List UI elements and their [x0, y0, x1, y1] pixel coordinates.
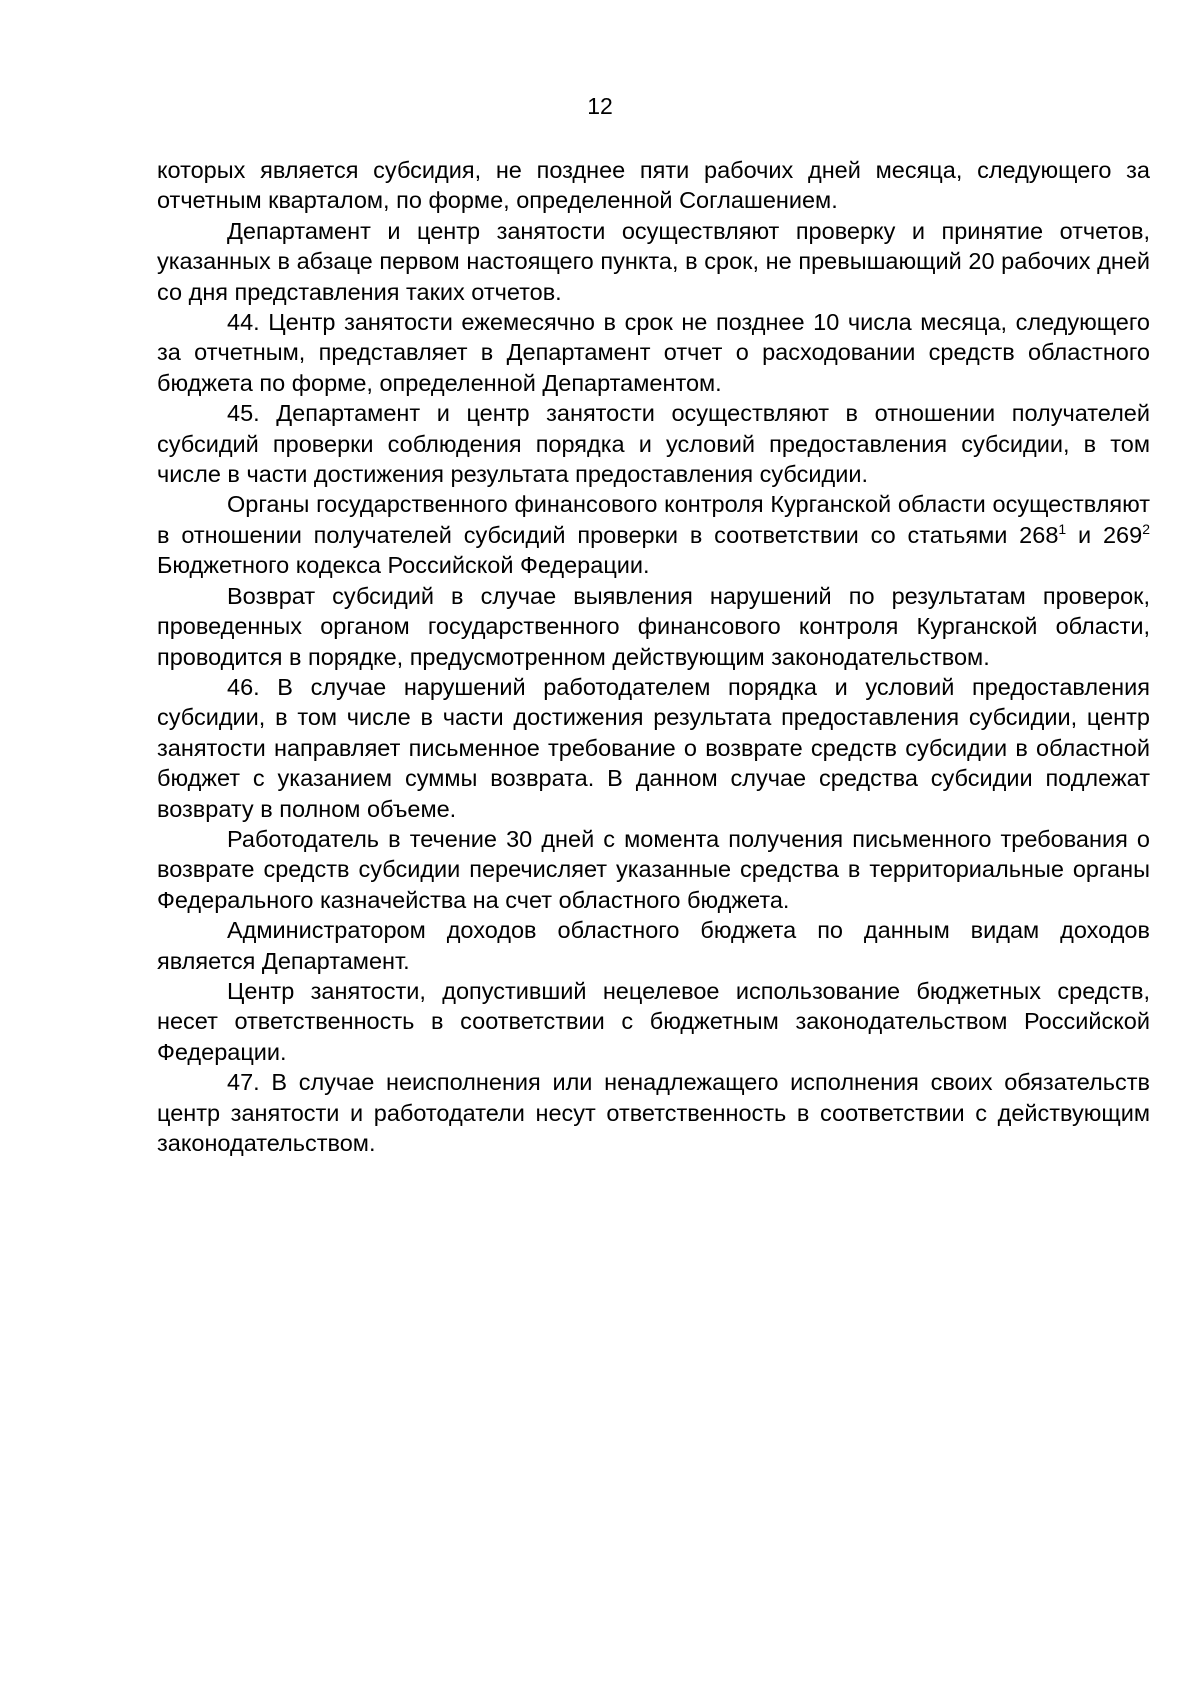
paragraph-text: 45. Департамент и центр занятости осуществляют в отношении получателей субсидий проверки соблюдения порядка и условий предоставления субсидии, в том числе в части достижения результата предоставления субсидии. [157, 400, 1150, 488]
paragraph-text: Администратором доходов областного бюджета по данным видам доходов является Департамент. [157, 917, 1150, 974]
paragraph-item-44 [157, 307, 1150, 398]
paragraph-item-45 [157, 398, 1150, 489]
page-number: 12 [587, 93, 613, 119]
paragraph-continuation [157, 155, 1150, 216]
paragraph-text: Департамент и центр занятости осуществляют проверку и принятие отчетов, указанных в абзаце первом настоящего пункта, в срок, не превышающий 20 рабочих дней со дня представления таких отчетов. [157, 217, 1150, 305]
paragraph-text: 44. Центр занятости ежемесячно в срок не позднее 10 числа месяца, следующего за отчетным, представляет в Департамент отчет о расходовании средств областного бюджета по форме, определенной Департаментом. [157, 309, 1150, 396]
paragraph-text: которых является субсидия, не позднее пяти рабочих дней месяца, следующего за отчетным кварталом, по форме, определенной Соглашением. [157, 157, 1150, 214]
paragraph-subsidy-return [157, 581, 1150, 672]
paragraph-financial-control [157, 489, 1150, 580]
paragraph-text: Возврат субсидий в случае выявления нарушений по результатам проверок, проведенных органом государственного финансового контроля Курганской области, проводится в порядке, предусмотренном действующим законодательством. [157, 582, 1150, 670]
paragraph-text: Центр занятости, допустивший нецелевое использование бюджетных средств, несет ответственность в соответствии с бюджетным законодательством Российской Федерации. [157, 977, 1150, 1065]
paragraph-employer-return [157, 824, 1150, 915]
superscript: 2 [1142, 520, 1150, 537]
superscript: 1 [1058, 520, 1067, 537]
paragraph-misuse-liability [157, 976, 1150, 1067]
paragraph-item-47 [157, 1067, 1150, 1158]
paragraph-report-check [157, 216, 1150, 307]
paragraph-item-46 [157, 672, 1150, 824]
paragraph-revenue-administrator [157, 915, 1150, 976]
paragraph-text: Органы государственного финансового контроля Курганской области осуществляют в отношении получателей субсидий проверки в соответствии со статьями 268 [157, 491, 1150, 548]
paragraph-text: 46. В случае нарушений работодателем порядка и условий предоставления субсидии, в том числе в части достижения результата предоставления субсидии, центр занятости направляет письменное требование о возврате средств субсидии в областной бюджет с указанием суммы возврата. В данном случае средства субсидии подлежат возврату в полном объеме. [157, 673, 1150, 822]
paragraph-text: Бюджетного кодекса Российской Федерации. [157, 552, 650, 579]
paragraph-text: и 269 [1066, 521, 1143, 548]
paragraph-text: Работодатель в течение 30 дней с момента получения письменного требования о возврате средств субсидии перечисляет указанные средства в территориальные органы Федерального казначейства на счет областного бюджета. [157, 825, 1150, 913]
document-body [157, 155, 1150, 1158]
paragraph-text: 47. В случае неисполнения или ненадлежащего исполнения своих обязательств центр занятости и работодатели несут ответственность в соответствии с действующим законодательством. [157, 1069, 1150, 1156]
